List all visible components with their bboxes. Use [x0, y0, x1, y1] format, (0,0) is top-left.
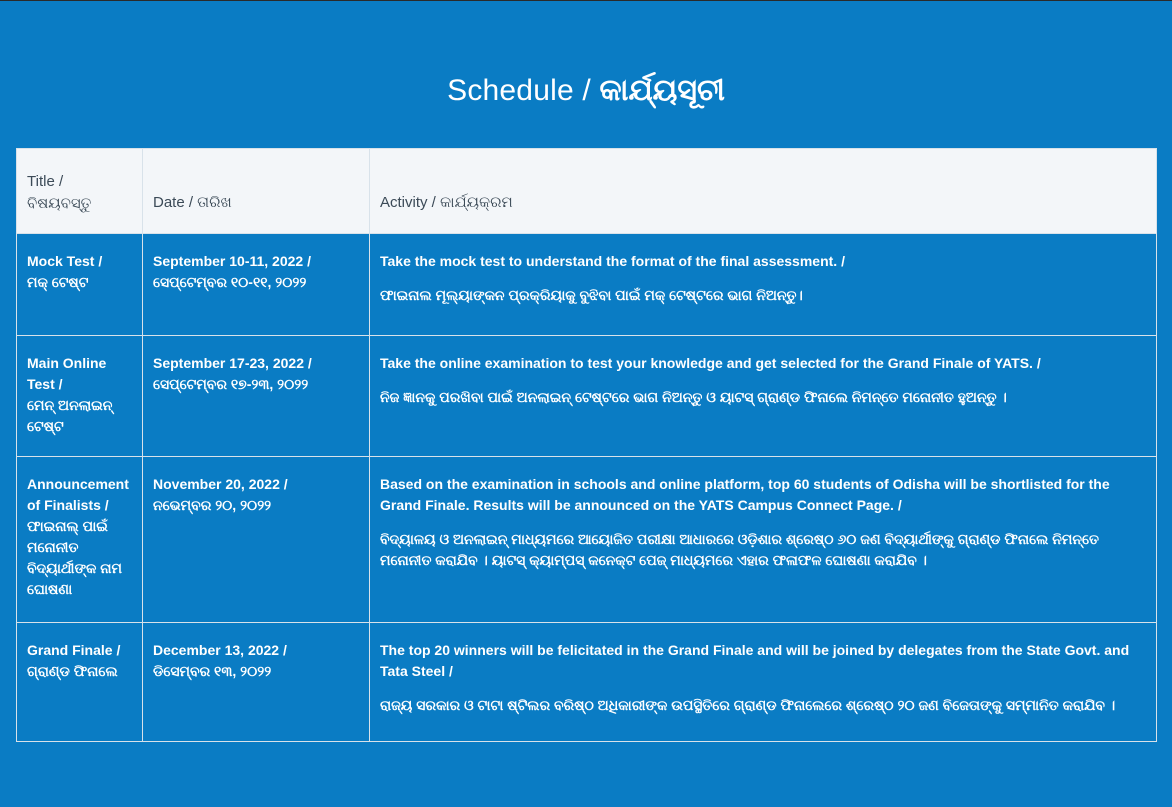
table-row	[17, 336, 1157, 457]
row-date	[143, 457, 370, 623]
row-activity-en: Take the mock test to understand the format of the final assessment. /	[380, 253, 845, 269]
table-header	[17, 149, 1157, 234]
row-activity-en: Based on the examination in schools and online platform, top 60 students of Odisha will be shortlisted for the Grand Finale. Results will be announced on the YATS Campus Connect Page. /	[380, 476, 1110, 513]
row-title	[17, 234, 143, 336]
row-date-en: September 10-11, 2022 /	[153, 253, 311, 269]
header-activity	[370, 149, 1157, 234]
row-activity	[370, 623, 1157, 742]
row-date-od: ସେପ୍ଟେମ୍ବର ୧୦-୧୧, ୨୦୨୨	[153, 274, 307, 290]
row-activity-en: The top 20 winners will be felicitated in the Grand Finale and will be joined by delegates from the State Govt. and Tata Steel /	[380, 642, 1130, 679]
header-title	[17, 149, 143, 234]
row-date-en: December 13, 2022 /	[153, 642, 287, 658]
row-date-en: November 20, 2022 /	[153, 476, 288, 492]
header-activity-label: Activity / କାର୍ଯ୍ୟକ୍ରମ	[380, 194, 513, 211]
row-title	[17, 457, 143, 623]
row-activity-en: Take the online examination to test your knowledge and get selected for the Grand Finale of YATS. /	[380, 355, 1041, 371]
row-date-od: ଡିସେମ୍ବର ୧୩, ୨୦୨୨	[153, 663, 272, 679]
row-activity	[370, 457, 1157, 623]
header-title-en: Title /	[27, 173, 64, 190]
row-title-en: Mock Test /	[27, 253, 103, 269]
page-title-english: Schedule /	[447, 74, 600, 107]
header-title-od: ବିଷୟବସ୍ତୁ	[27, 195, 92, 212]
header-date	[143, 149, 370, 234]
table-row	[17, 457, 1157, 623]
row-title	[17, 336, 143, 457]
header-date-label: Date / ତାରିଖ	[153, 194, 232, 211]
row-activity-od: ବିଦ୍ୟାଳୟ ଓ ଅନଲାଇନ୍ ମାଧ୍ୟମରେ ଆୟୋଜିତ ପରୀକ୍ଷା ଆଧାରରେ ଓଡ଼ିଶାର ଶ୍ରେଷ୍ଠ ୬୦ ଜଣ ବିଦ୍ୟାର୍ଥୀଙ୍କୁ ଗ୍ରାଣ୍ଡ ଫିନାଲେ ନିମନ୍ତେ ମନୋନୀତ କରାଯିବ । ୟାଟସ୍ କ୍ୟାମ୍ପସ୍ କନେକ୍ଟ ପେଜ୍ ମାଧ୍ୟମରେ ଏହାର ଫଳାଫଳ ଘୋଷଣା କରାଯିବ ।	[380, 531, 1099, 568]
row-title-en: Main Online Test /	[27, 355, 107, 392]
row-activity	[370, 336, 1157, 457]
row-title-od: ଫାଇନାଲ୍ ପାଇଁ ମନୋନୀତ ବିଦ୍ୟାର୍ଥୀଙ୍କ ନାମ ଘୋଷଣା	[27, 518, 123, 597]
row-title-od: ମେନ୍ ଅନଲାଇନ୍ ଟେଷ୍ଟ	[27, 397, 113, 434]
row-title-en: Announcement of Finalists /	[27, 476, 129, 513]
table-row	[17, 234, 1157, 336]
row-title-en: Grand Finale /	[27, 642, 121, 658]
row-date	[143, 623, 370, 742]
row-title-od: ମକ୍ ଟେଷ୍ଟ	[27, 274, 89, 290]
row-activity-od: ନିଜ ଜ୍ଞାନକୁ ପରଖିବା ପାଇଁ ଅନଲାଇନ୍ ଟେଷ୍ଟରେ ଭାଗ ନିଅନ୍ତୁ ଓ ୟାଟସ୍ ଗ୍ରାଣ୍ଡ ଫିନାଲେ ନିମନ୍ତେ ମନୋନୀତ ହୁଅନ୍ତୁ ।	[380, 389, 1007, 405]
row-title-od: ଗ୍ରାଣ୍ଡ ଫିନାଲେ	[27, 663, 118, 679]
row-date-od: ସେପ୍ଟେମ୍ବର ୧୭-୨୩, ୨୦୨୨	[153, 376, 309, 392]
row-activity-od: ଫାଇନାଲ ମୂଲ୍ୟାଙ୍କନ ପ୍ରକ୍ରିୟାକୁ ବୁଝିବା ପାଇଁ ମକ୍ ଟେଷ୍ଟରେ ଭାଗ ନିଅନ୍ତୁ।	[380, 287, 803, 303]
row-activity	[370, 234, 1157, 336]
row-date	[143, 234, 370, 336]
page-title	[0, 71, 1172, 111]
row-title	[17, 623, 143, 742]
table-body	[17, 234, 1157, 742]
table-row	[17, 623, 1157, 742]
row-date-en: September 17-23, 2022 /	[153, 355, 312, 371]
page-title-odia: କାର୍ଯ୍ୟସୂଚୀ	[599, 74, 725, 107]
row-date	[143, 336, 370, 457]
row-date-od: ନଭେମ୍ବର ୨୦, ୨୦୨୨	[153, 497, 272, 513]
row-activity-od: ରାଜ୍ୟ ସରକାର ଓ ଟାଟା ଷ୍ଟିଲର ବରିଷ୍ଠ ଅଧିକାରୀଙ୍କ ଉପସ୍ଥିତିରେ ଗ୍ରାଣ୍ଡ ଫିନାଲେରେ ଶ୍ରେଷ୍ଠ ୨୦ ଜଣ ବିଜେତାଙ୍କୁ ସମ୍ମାନିତ କରାଯିବ ।	[380, 697, 1116, 713]
header-row	[17, 149, 1157, 234]
schedule-table	[16, 148, 1157, 742]
